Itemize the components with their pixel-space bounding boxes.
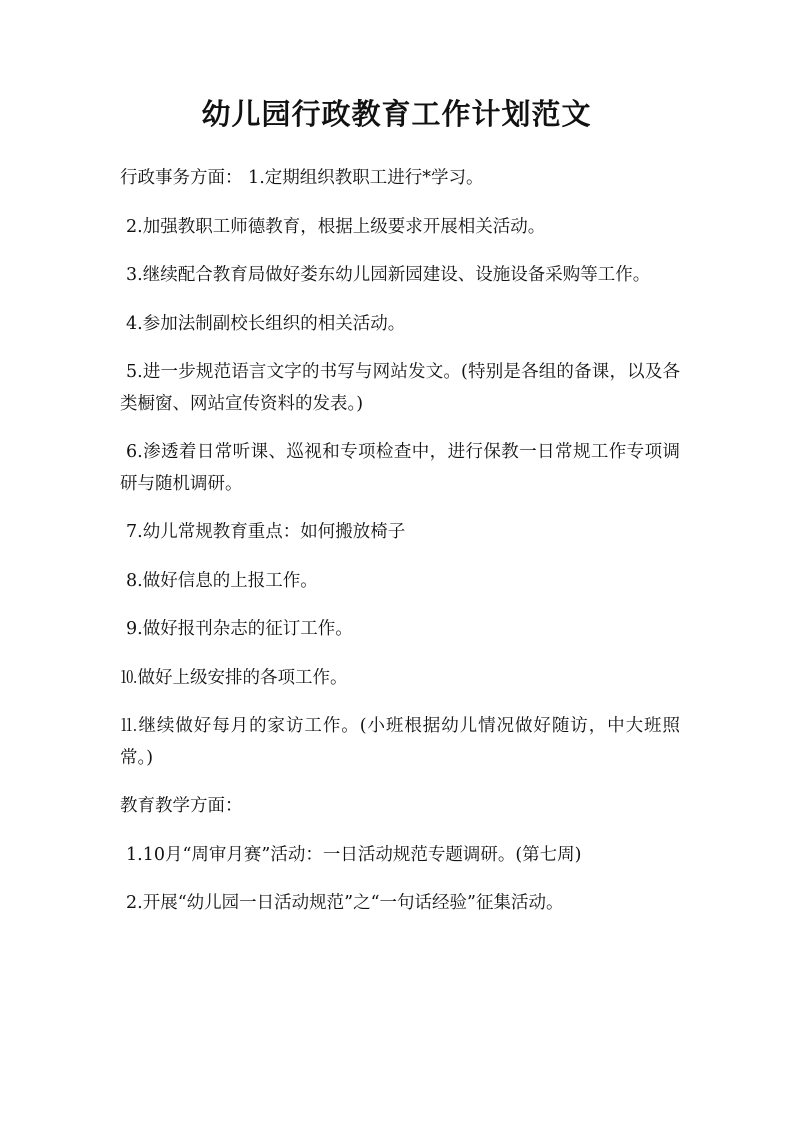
paragraph-item: ⒒继续做好每月的家访工作。(小班根据幼儿情况做好随访，中大班照常。) bbox=[120, 716, 680, 768]
paragraph-item: ⒑做好上级安排的各项工作。 bbox=[120, 667, 348, 688]
document-title: 幼儿园行政教育工作计划范文 bbox=[201, 97, 592, 131]
paragraph-item: 9.做好报刊杂志的征订工作。 bbox=[126, 619, 353, 639]
paragraph-item: 7.幼儿常规教育重点：如何搬放椅子 bbox=[126, 522, 406, 542]
paragraph-item: 5.进一步规范语言文字的书写与网站发文。(特别是各组的备课，以及各类橱窗、网站宣传资料的发表。) bbox=[120, 362, 680, 414]
paragraph-item: 8.做好信息的上报工作。 bbox=[126, 570, 318, 591]
paragraph-admin-heading: 行政事务方面： 1.定期组织教职工进行*学习。 bbox=[120, 168, 484, 188]
paragraph-item: 3.继续配合教育局做好娄东幼儿园新园建设、设施设备采购等工作。 bbox=[126, 265, 651, 285]
paragraph-item: 4.参加法制副校长组织的相关活动。 bbox=[126, 313, 406, 334]
paragraph-teaching-heading: 教育教学方面： bbox=[120, 796, 243, 816]
paragraph-item: 6.渗透着日常听课、巡视和专项检查中，进行保教一日常规工作专项调研与随机调研。 bbox=[120, 442, 680, 494]
document-body bbox=[120, 163, 680, 937]
paragraph-item: 1.10月“周审月赛”活动：一日活动规范专题调研。(第七周) bbox=[126, 844, 582, 865]
paragraph-item: 2.加强教职工师德教育，根据上级要求开展相关活动。 bbox=[126, 216, 546, 237]
paragraph-item: 2.开展“幼儿园一日活动规范”之“一句话经验”征集活动。 bbox=[126, 893, 564, 913]
